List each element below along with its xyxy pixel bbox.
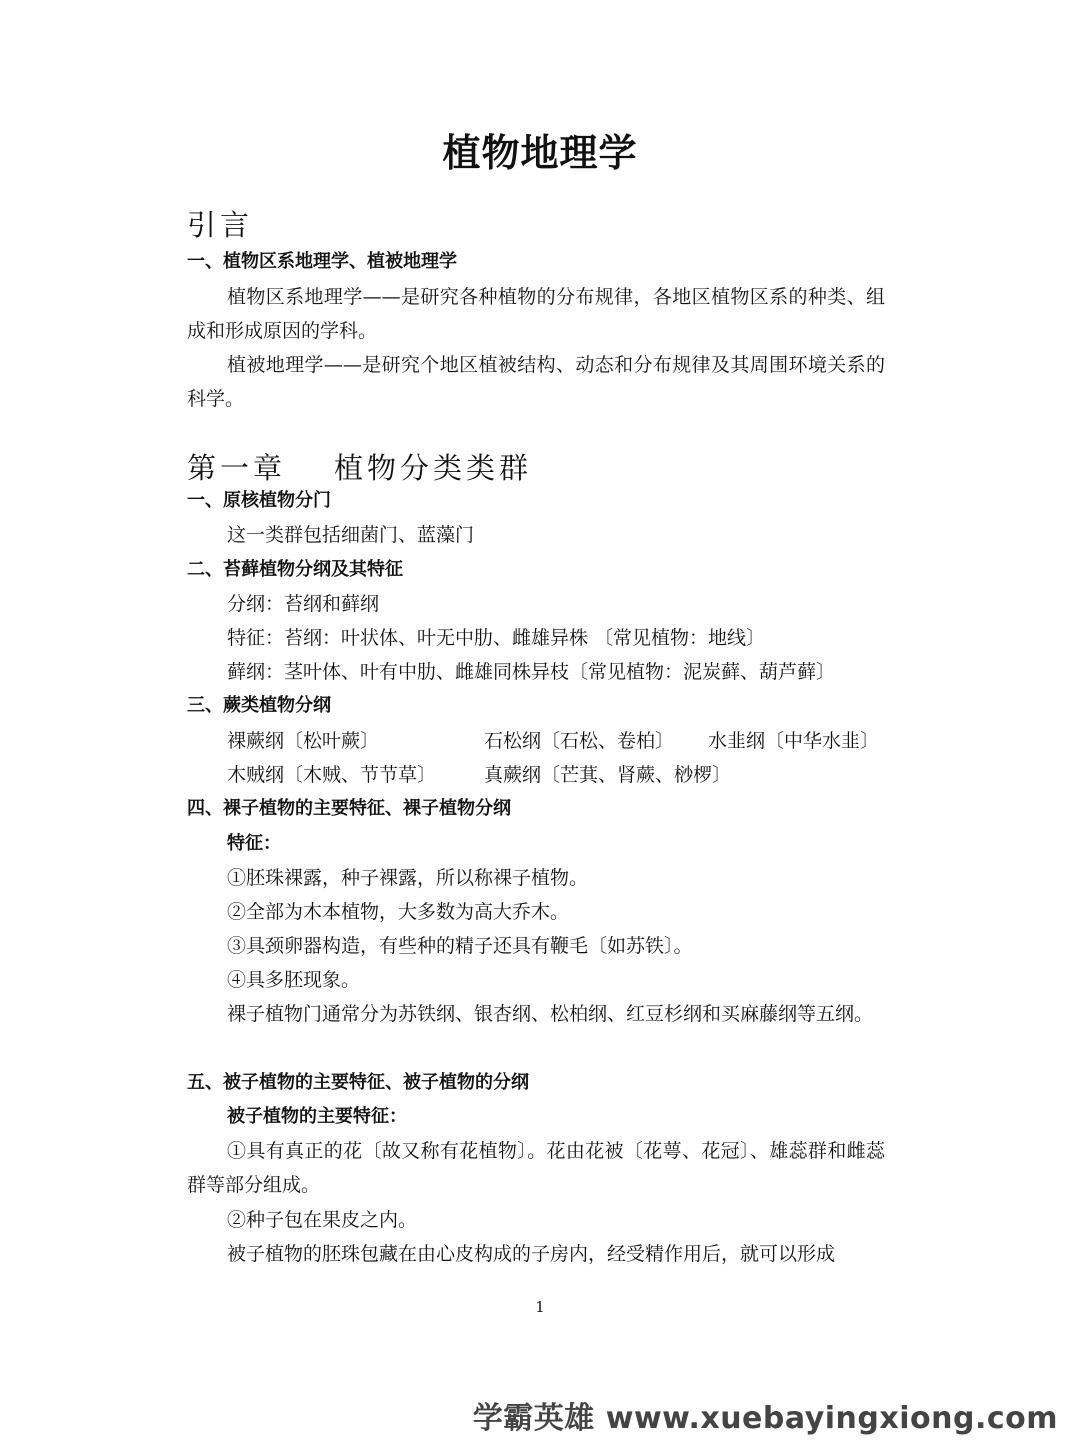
section-4-subheading: 特征： xyxy=(227,833,281,854)
section-5-heading: 五、被子植物的主要特征、被子植物的分纲 xyxy=(187,1072,529,1093)
chapter-1-number: 第一章 xyxy=(187,451,287,485)
chapter-1-title: 植物分类类群 xyxy=(334,451,533,485)
section-2-line-2: 特征：苔纲：叶状体、叶无中肋、雌雄异株 〔常见植物：地线〕 xyxy=(227,627,766,649)
section-5-item-2: ②种子包在果皮之内。 xyxy=(227,1209,418,1231)
fern-class-1: 裸蕨纲〔松叶蕨〕 xyxy=(227,730,380,752)
intro-paragraph-2 xyxy=(187,348,885,416)
section-4-paragraph xyxy=(187,997,885,1031)
section-4-item-3: ③具颈卵器构造，有些种的精子还具有鞭毛〔如苏铁〕。 xyxy=(227,935,693,957)
fern-class-2: 石松纲〔石松、卷柏〕 xyxy=(484,730,675,752)
section-4-item-2: ②全部为木本植物，大多数为高大乔木。 xyxy=(227,901,570,923)
section-2-line-1: 分纲：苔纲和藓纲 xyxy=(227,593,380,615)
document-title: 植物地理学 xyxy=(442,131,638,175)
section-1-heading: 一、原核植物分门 xyxy=(187,490,331,511)
intro-paragraph-1-text: 植物区系地理学——是研究各种植物的分布规律，各地区植物区系的种类、组成和形成原因的学科。 xyxy=(187,286,885,342)
fern-class-4: 木贼纲〔木贼、节节草〕 xyxy=(227,764,437,786)
intro-heading: 引言 xyxy=(187,208,254,242)
watermark-text: 学霸英雄 www.xuebayingxiong.com xyxy=(472,1401,1058,1436)
section-4-item-1: ①胚珠裸露，种子裸露，所以称裸子植物。 xyxy=(227,867,589,889)
section-4-paragraph-text: 裸子植物门通常分为苏铁纲、银杏纲、松柏纲、红豆杉纲和买麻藤纲等五纲。 xyxy=(227,1003,874,1025)
section-4-heading: 四、裸子植物的主要特征、裸子植物分纲 xyxy=(187,798,511,819)
fern-class-3: 水韭纲〔中华水韭〕 xyxy=(708,730,880,752)
section-3-heading: 三、蕨类植物分纲 xyxy=(187,695,331,716)
intro-paragraph-1 xyxy=(187,280,885,348)
chapter-1-heading xyxy=(187,446,532,487)
section-5-paragraph-1 xyxy=(187,1134,885,1202)
fern-class-5: 真蕨纲〔芒萁、肾蕨、桫椤〕 xyxy=(484,764,732,786)
page-number: 1 xyxy=(535,1298,545,1316)
section-5-subheading: 被子植物的主要特征： xyxy=(227,1106,407,1127)
section-1-text: 这一类群包括细菌门、蓝藻门 xyxy=(227,524,475,546)
section-4-item-4: ④具多胚现象。 xyxy=(227,969,361,991)
intro-section-1-heading: 一、植物区系地理学、植被地理学 xyxy=(187,251,457,272)
section-5-paragraph-3: 被子植物的胚珠包藏在由心皮构成的子房内，经受精作用后，就可以形成 xyxy=(227,1243,836,1265)
section-5-paragraph-1-text: ①具有真正的花〔故又称有花植物〕。花由花被〔花萼、花冠〕、雄蕊群和雌蕊群等部分组成。 xyxy=(187,1140,885,1196)
intro-paragraph-2-text: 植被地理学——是研究个地区植被结构、动态和分布规律及其周围环境关系的科学。 xyxy=(187,354,885,410)
section-2-line-3: 藓纲：茎叶体、叶有中肋、雌雄同株异枝〔常见植物：泥炭藓、葫芦藓〕 xyxy=(227,661,836,683)
section-2-heading: 二、苔藓植物分纲及其特征 xyxy=(187,559,403,580)
